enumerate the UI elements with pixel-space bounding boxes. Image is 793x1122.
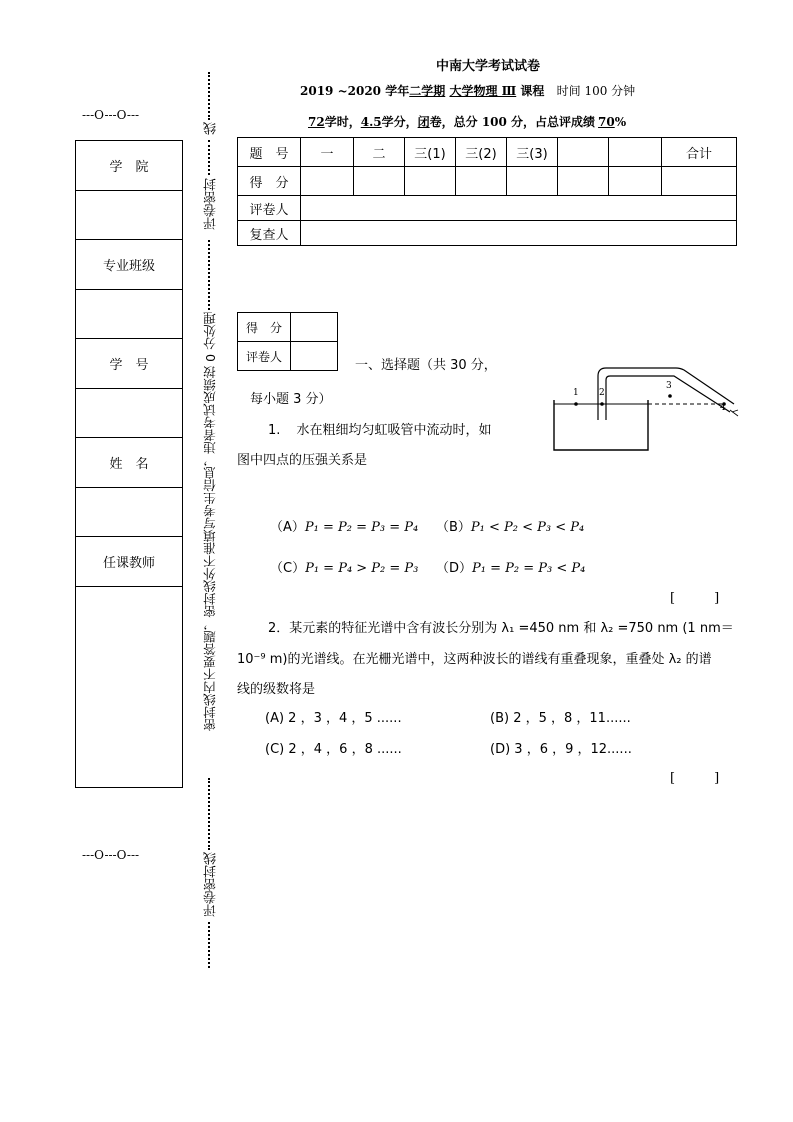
exam-time: 时间 100 分钟 bbox=[556, 84, 636, 98]
college-field[interactable] bbox=[76, 190, 183, 240]
header-cell: 三(3) bbox=[507, 138, 558, 167]
class-field[interactable] bbox=[76, 289, 183, 339]
point-2 bbox=[600, 402, 604, 406]
q1-text-line1: 1. 水在粗细均匀虹吸管中流动时，如 bbox=[268, 423, 492, 438]
point-3 bbox=[668, 394, 672, 398]
label-2: 2 bbox=[599, 388, 605, 398]
exam-type: 闭 bbox=[417, 115, 430, 129]
row-label-reviewer: 复查人 bbox=[238, 221, 301, 246]
label-4: 4 bbox=[720, 403, 726, 413]
q2-option-d[interactable]: (D) 3 ，6 ，9 ，12...... bbox=[490, 742, 632, 757]
header-cell: 二 bbox=[354, 138, 405, 167]
exam-title: 中南大学考试试卷 bbox=[435, 59, 540, 74]
point-1 bbox=[574, 402, 578, 406]
header-cell bbox=[558, 138, 609, 167]
q2-option-c[interactable]: (C) 2 ，4 ，6 ，8 ...... bbox=[265, 742, 402, 757]
name-field[interactable] bbox=[76, 487, 183, 537]
credit-line: 72学时，4.5学分，闭卷，总分 100 分，占总评成绩 70% bbox=[308, 115, 627, 129]
percent: 70 bbox=[598, 115, 615, 129]
section-grader-field[interactable] bbox=[291, 342, 338, 371]
score-cell[interactable] bbox=[507, 167, 558, 196]
name-label: 姓 名 bbox=[76, 438, 183, 488]
q1-option-a[interactable]: （A）P₁ = P₂ = P₃ = P₄ bbox=[270, 520, 419, 535]
score-cell[interactable] bbox=[609, 167, 662, 196]
seal-dotline-4 bbox=[208, 778, 210, 850]
score-cell[interactable] bbox=[558, 167, 609, 196]
q2-answer-bracket[interactable]: [ ] bbox=[670, 771, 720, 786]
siphon-figure bbox=[548, 364, 744, 456]
q2-option-b[interactable]: (B) 2 ，5 ，8 ，11...... bbox=[490, 711, 631, 726]
seal-dotline-5 bbox=[208, 922, 210, 968]
q2-text-line3: 线的级数将是 bbox=[237, 682, 316, 697]
score-cell[interactable] bbox=[456, 167, 507, 196]
teacher-field[interactable] bbox=[76, 586, 183, 787]
section-score-label: 得 分 bbox=[238, 313, 291, 342]
q2-text-line2: 10⁻⁹ m)的光谱线。在光栅光谱中，这两种波长的谱线有重叠现象，重叠处 λ₂ 的谱 bbox=[237, 652, 712, 667]
row-label-score: 得 分 bbox=[238, 167, 301, 196]
student-info-table bbox=[75, 140, 183, 788]
score-table bbox=[237, 137, 737, 246]
seal-bottom-text: 评卷密封线 bbox=[204, 852, 219, 917]
q1-option-b[interactable]: （B）P₁ < P₂ < P₃ < P₄ bbox=[436, 520, 585, 535]
seal-dotline-3 bbox=[208, 240, 210, 310]
seal-dotline-2 bbox=[208, 140, 210, 175]
q1-number: 1. bbox=[268, 423, 281, 438]
header-cell: 题 号 bbox=[238, 138, 301, 167]
outflow bbox=[730, 410, 738, 416]
section-score-field[interactable] bbox=[291, 313, 338, 342]
label-1: 1 bbox=[573, 388, 579, 398]
seal-dotline-1 bbox=[208, 72, 210, 120]
outflow bbox=[732, 410, 738, 412]
header-cell bbox=[609, 138, 662, 167]
credits: 4.5 bbox=[360, 115, 382, 129]
header-cell: 三(2) bbox=[456, 138, 507, 167]
year: 2019 ~2020 bbox=[300, 84, 382, 98]
course-line: 2019 ~2020 学年二学期 大学物理 Ⅲ 课程 时间 100 分钟 bbox=[300, 84, 636, 98]
class-label: 专业班级 bbox=[76, 240, 183, 290]
seal-warning-text: 密封线内不要答题，密封线外不准填写考生信息，违者考试成绩按 0 分处理 bbox=[203, 312, 218, 732]
term: 二学期 bbox=[409, 84, 446, 98]
course-name: 大学物理 Ⅲ bbox=[449, 84, 517, 98]
header-cell: 合计 bbox=[662, 138, 737, 167]
section-grader-label: 评卷人 bbox=[238, 342, 291, 371]
container-outline bbox=[554, 400, 648, 450]
student-id-field[interactable] bbox=[76, 388, 183, 438]
score-cell[interactable] bbox=[662, 167, 737, 196]
q2-option-a[interactable]: (A) 2 ，3 ，4 ，5 ...... bbox=[265, 711, 402, 726]
q2-text-line1: 2．某元素的特征光谱中含有波长分别为 λ₁ =450 nm 和 λ₂ =750 nm (1 nm＝ bbox=[268, 621, 734, 636]
student-id-label: 学 号 bbox=[76, 339, 183, 389]
seal-top-text: 评卷密封 bbox=[204, 178, 219, 230]
reviewer-cell[interactable] bbox=[301, 221, 737, 246]
q1-answer-bracket[interactable]: [ ] bbox=[670, 591, 720, 606]
hours: 72 bbox=[308, 115, 325, 129]
score-cell[interactable] bbox=[354, 167, 405, 196]
label-3: 3 bbox=[666, 381, 672, 391]
q1-option-d[interactable]: （D）P₁ = P₂ = P₃ < P₄ bbox=[436, 561, 586, 576]
college-label: 学 院 bbox=[76, 141, 183, 191]
section-heading-cont: 每小题 3 分） bbox=[250, 392, 332, 407]
q1-option-c[interactable]: （C）P₁ = P₄ > P₂ = P₃ bbox=[270, 561, 419, 576]
row-label-grader: 评卷人 bbox=[238, 196, 301, 221]
header-cell: 三(1) bbox=[405, 138, 456, 167]
score-cell[interactable] bbox=[405, 167, 456, 196]
q1-text-line2: 图中四点的压强关系是 bbox=[237, 453, 368, 468]
seal-end-char: 线 bbox=[204, 122, 219, 135]
cut-mark-bottom: ---O---O--- bbox=[82, 848, 140, 862]
grader-cell[interactable] bbox=[301, 196, 737, 221]
section-grader-box bbox=[237, 312, 338, 371]
header-cell: 一 bbox=[301, 138, 354, 167]
score-cell[interactable] bbox=[301, 167, 354, 196]
section-heading: 一、选择题（共 30 分， bbox=[355, 358, 497, 373]
teacher-label: 任课教师 bbox=[76, 537, 183, 587]
cut-mark-top: ---O---O--- bbox=[82, 108, 140, 122]
